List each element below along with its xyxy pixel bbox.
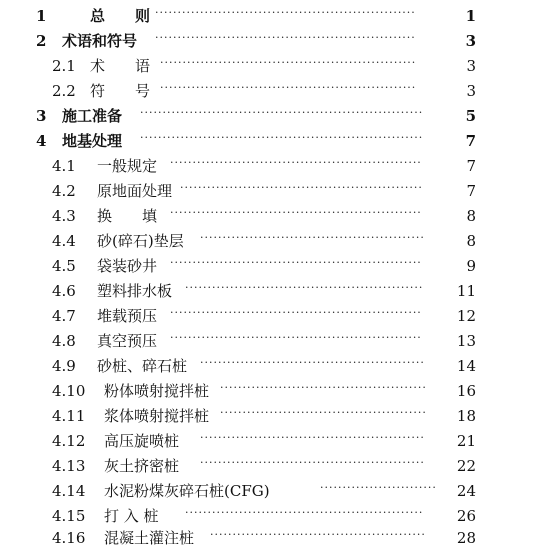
toc-number: 4.1	[52, 157, 76, 175]
toc-number: 4.12	[52, 432, 86, 450]
toc-leader-dots: ·······························································	[140, 131, 424, 144]
toc-entry[interactable]	[0, 304, 534, 328]
toc-title: 砂(碎石)垫层	[97, 232, 184, 250]
toc-page-number: 18	[456, 407, 476, 425]
toc-page-number: 8	[466, 207, 476, 225]
toc-page-number: 3	[466, 57, 476, 75]
toc-title: 堆载预压	[97, 307, 158, 325]
toc-number: 4.13	[52, 457, 86, 475]
toc-title: 浆体喷射搅拌桩	[104, 407, 210, 425]
toc-entry[interactable]	[0, 429, 534, 453]
toc-entry[interactable]	[0, 354, 534, 378]
toc-page-number: 11	[456, 282, 476, 300]
toc-title: 袋装砂井	[97, 257, 158, 275]
toc-title: 砂桩、碎石桩	[97, 357, 188, 375]
toc-entry[interactable]	[0, 379, 534, 403]
toc-number: 4.5	[52, 257, 76, 275]
toc-number: 4.6	[52, 282, 76, 300]
toc-title: 塑料排水板	[97, 282, 173, 300]
toc-entry[interactable]	[0, 179, 534, 203]
toc-title: 粉体喷射搅拌桩	[104, 382, 210, 400]
toc-entry[interactable]	[0, 154, 534, 178]
toc-number: 4	[36, 132, 47, 150]
toc-title: 术语和符号	[62, 32, 138, 50]
toc-number: 2.2	[52, 82, 76, 100]
toc-leader-dots: ················································	[210, 528, 426, 541]
toc-page-number: 24	[456, 482, 476, 500]
toc-entry[interactable]	[0, 229, 534, 253]
toc-title: 施工准备	[62, 107, 123, 125]
toc-leader-dots: ··················································	[200, 431, 425, 444]
toc-entry[interactable]	[0, 104, 534, 128]
toc-title: 术 语	[90, 57, 151, 75]
toc-number: 4.10	[52, 382, 86, 400]
toc-leader-dots: ·····················································	[185, 281, 424, 294]
toc-page-number: 7	[466, 157, 476, 175]
toc-leader-dots: ··················································	[200, 231, 425, 244]
toc-number: 4.8	[52, 332, 76, 350]
toc-title: 一般规定	[97, 157, 158, 175]
toc-title: 换 填	[97, 207, 158, 225]
toc-entry[interactable]	[0, 204, 534, 228]
toc-leader-dots: ··················································	[200, 356, 425, 369]
toc-page-number: 12	[456, 307, 476, 325]
toc-title: 打 入 桩	[104, 507, 159, 525]
toc-page-number: 22	[456, 457, 476, 475]
toc-page-number: 3	[465, 32, 476, 50]
toc-leader-dots: ··············································	[220, 406, 427, 419]
toc-leader-dots: ··············································	[220, 381, 427, 394]
toc-title: 总 则	[90, 7, 151, 25]
toc-number: 4.9	[52, 357, 76, 375]
toc-number: 2	[36, 32, 47, 50]
toc-leader-dots: ·······························································	[140, 106, 424, 119]
toc-number: 4.15	[52, 507, 86, 525]
toc-page-number: 7	[466, 182, 476, 200]
toc-leader-dots: ······················································	[180, 181, 423, 194]
toc-title: 地基处理	[62, 132, 123, 150]
toc-page-number: 28	[456, 529, 476, 547]
toc-number: 4.2	[52, 182, 76, 200]
toc-page-number: 3	[466, 82, 476, 100]
toc-page-number: 8	[466, 232, 476, 250]
toc-leader-dots: ························································	[170, 306, 422, 319]
toc-page-number: 7	[465, 132, 476, 150]
toc-page-number: 26	[456, 507, 476, 525]
toc-leader-dots: ························································	[170, 331, 422, 344]
toc-title: 混凝土灌注桩	[104, 529, 195, 547]
toc-leader-dots: ·························································	[160, 56, 417, 69]
toc-title: 真空预压	[97, 332, 158, 350]
toc-number: 2.1	[52, 57, 76, 75]
toc-page-number: 5	[465, 107, 476, 125]
toc-entry[interactable]	[0, 129, 534, 153]
toc-title: 灰土挤密桩	[104, 457, 180, 475]
toc-leader-dots: ························································	[170, 256, 422, 269]
toc-entry[interactable]	[0, 526, 534, 550]
toc-entry[interactable]	[0, 454, 534, 478]
toc-title: 高压旋喷桩	[104, 432, 180, 450]
toc-number: 4.3	[52, 207, 76, 225]
toc-entry[interactable]	[0, 54, 534, 78]
toc-page-number: 14	[456, 357, 476, 375]
toc-leader-dots: ·····················································	[185, 506, 424, 519]
toc-page-number: 21	[456, 432, 476, 450]
toc-leader-dots: ··························································	[155, 6, 416, 19]
toc-entry[interactable]	[0, 29, 534, 53]
toc-number: 4.7	[52, 307, 76, 325]
toc-page-number: 1	[465, 7, 476, 25]
toc-leader-dots: ··························	[320, 481, 437, 494]
toc-entry[interactable]	[0, 329, 534, 353]
toc-number: 4.16	[52, 529, 86, 547]
toc-page-number: 9	[466, 257, 476, 275]
toc-leader-dots: ························································	[170, 206, 422, 219]
toc-page-number: 13	[456, 332, 476, 350]
toc-page-number: 16	[456, 382, 476, 400]
toc-entry[interactable]	[0, 4, 534, 28]
toc-number: 4.14	[52, 482, 86, 500]
toc-leader-dots: ························································	[170, 156, 422, 169]
toc-number: 3	[36, 107, 47, 125]
toc-number: 4.11	[52, 407, 86, 425]
toc-title: 原地面处理	[97, 182, 173, 200]
toc-entry[interactable]	[0, 479, 534, 503]
toc-leader-dots: ··················································	[200, 456, 425, 469]
toc-entry[interactable]	[0, 279, 534, 303]
toc-entry[interactable]	[0, 254, 534, 278]
toc-number: 4.4	[52, 232, 76, 250]
toc-title: 水泥粉煤灰碎石桩(CFG)	[104, 482, 270, 500]
toc-number: 1	[36, 7, 47, 25]
toc-entry[interactable]	[0, 79, 534, 103]
toc-leader-dots: ··························································	[155, 31, 416, 44]
toc-title: 符 号	[90, 82, 151, 100]
toc-leader-dots: ·························································	[160, 81, 417, 94]
toc-entry[interactable]	[0, 404, 534, 428]
